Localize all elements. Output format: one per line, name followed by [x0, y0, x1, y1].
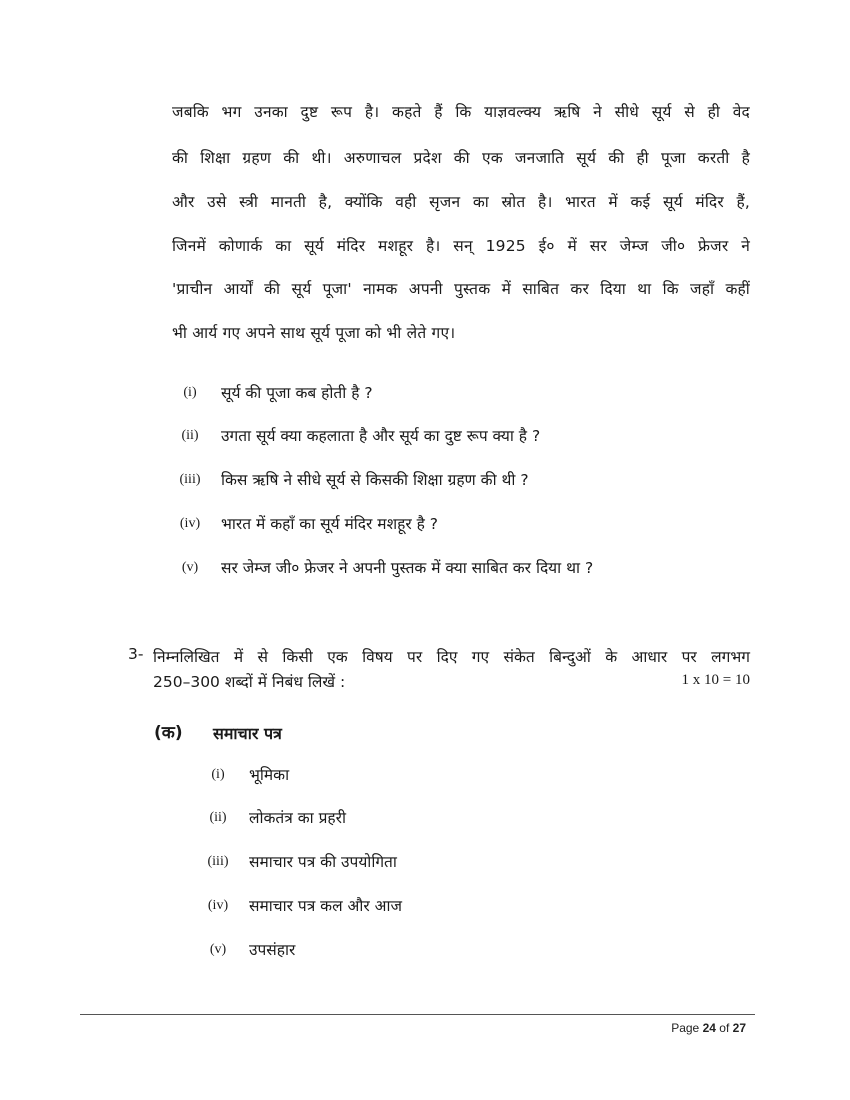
footer-divider — [80, 1014, 755, 1015]
point-text: उपसंहार — [249, 941, 296, 959]
passage-line: जिनमें कोणार्क का सूर्य मंदिर मशहूर है। सन् 1925 ई० में सर जेम्ज जी० फ्रेजर ने — [172, 237, 750, 255]
question-number: (i) — [183, 385, 197, 400]
question-text: सर जेम्ज जी० फ्रेजर ने अपनी पुस्तक में क्या साबित कर दिया था ? — [221, 559, 594, 577]
passage-line: जबकि भग उनका दुष्ट रूप है। कहते हैं कि याज्ञवल्क्य ऋषि ने सीधे सूर्य से ही वेद — [172, 103, 750, 121]
passage-line: भी आर्य गए अपने साथ सूर्य पूजा को भी लेते गए। — [172, 324, 456, 342]
section-instruction-line: 250–300 शब्दों में निबंध लिखें : — [153, 673, 346, 691]
page-number — [671, 1021, 746, 1035]
passage-line: और उसे स्त्री मानती है, क्योंकि वही सृजन का स्रोत है। भारत में कई सूर्य मंदिर हैं, — [172, 193, 750, 211]
question-number: (v) — [181, 560, 199, 575]
section-number: 3- — [128, 645, 144, 663]
point-number: (iii) — [207, 854, 229, 869]
point-text: लोकतंत्र का प्रहरी — [249, 809, 346, 827]
of-word: of — [719, 1021, 730, 1035]
point-text: समाचार पत्र कल और आज — [249, 897, 402, 915]
total-pages: 27 — [732, 1021, 746, 1035]
section-instruction-line: निम्नलिखित में से किसी एक विषय पर दिए गए संकेत बिन्दुओं के आधार पर लगभग — [153, 648, 750, 666]
topic-label: (क) — [154, 723, 183, 743]
question-number: (iii) — [179, 472, 201, 487]
marks-label: 1 x 10 = 10 — [681, 672, 750, 688]
point-text: समाचार पत्र की उपयोगिता — [249, 853, 397, 871]
question-text: सूर्य की पूजा कब होती है ? — [221, 384, 373, 402]
question-text: उगता सूर्य क्या कहलाता है और सूर्य का दुष्ट रूप क्या है ? — [221, 427, 541, 445]
point-number: (v) — [209, 942, 227, 957]
point-number: (iv) — [207, 898, 229, 913]
question-number: (iv) — [179, 516, 201, 531]
topic-title: समाचार पत्र — [213, 724, 282, 743]
passage-line: की शिक्षा ग्रहण की थी। अरुणाचल प्रदेश की एक जनजाति सूर्य की ही पूजा करती है — [172, 149, 750, 167]
point-text: भूमिका — [249, 766, 290, 784]
question-number: (ii) — [181, 428, 199, 443]
question-text: किस ऋषि ने सीधे सूर्य से किसकी शिक्षा ग्रहण की थी ? — [221, 471, 529, 489]
current-page: 24 — [702, 1021, 716, 1035]
point-number: (i) — [211, 767, 225, 782]
point-number: (ii) — [209, 810, 227, 825]
page-word: Page — [671, 1021, 700, 1035]
passage-line: 'प्राचीन आर्यों की सूर्य पूजा' नामक अपनी पुस्तक में साबित कर दिया था कि जहाँ कहीं — [172, 280, 750, 298]
question-text: भारत में कहाँ का सूर्य मंदिर मशहूर है ? — [221, 515, 438, 533]
